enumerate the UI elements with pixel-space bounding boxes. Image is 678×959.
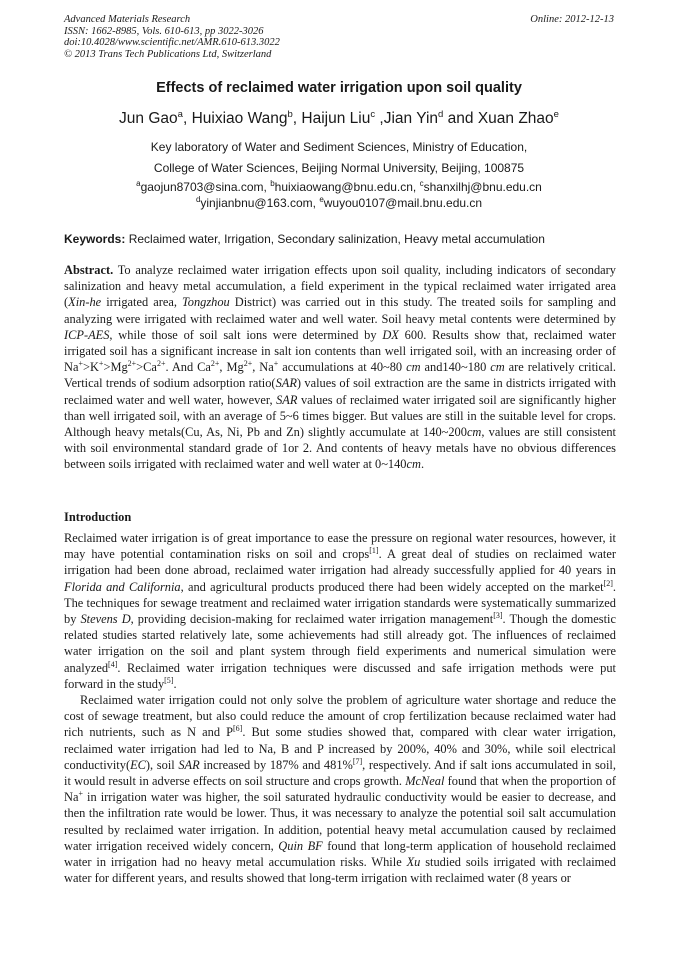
keywords-label: Keywords: [64,232,126,246]
author-name: Xuan Zhao [477,110,554,127]
author-email: shanxilhj@bnu.edu.cn [423,180,542,194]
author-affiliation-mark: a [177,109,183,120]
author-affiliation-mark: b [287,109,293,120]
author-affiliation-mark: d [438,109,444,120]
citation: [2] [603,578,613,588]
journal-name: Advanced Materials Research [64,14,191,25]
author-name: Jun Gao [119,110,178,127]
doi-line: doi:10.4028/www.scientific.net/AMR.610-613.3022 [64,37,280,48]
abstract: Abstract. To analyze reclaimed water irrigation effects upon soil quality, including indicators of secondary salinization and heavy metal accumulation, a field experiment in the typical reclaimed water irrigated area (Xin-he irrigated area, Tongzhou District) was carried out in this study. The treated soils for sampling and analyzing were irrigated with reclaimed water and well water. Soil heavy metal contents were determined by ICP-AES, while those of soil salt ions were determined by DX 600. Results show that, reclaimed water irrigated soil has a significant increase in salt ion contents than well irrigated soil, with an increasing order of $Na^+>K^+>Mg^{2+}>Ca^{2+}$. And $Ca^{2+}$, $Mg^{2+}$, Na+ accumulations at 40~80 cm and140~180 cm are relatively critical. Vertical trends of sodium adsorption ratio(SAR) values of soil extraction are the same in districts irrigated with reclaimed water and well water, however, SAR values of reclaimed water irrigated soil are significantly higher than well irrigated soil, with an average of 5~6 times bigger. But values are still in the suitable level for crops. Although heavy metals(Cu, As, Ni, Pb and Zn) slightly accumulate at 140~200cm, values are still consistent with soil environmental standard grade of 1or 2. And contents of heavy metals have no obvious differences between soils irrigated with reclaimed water and well water at 0~140cm. [64,263,617,472]
citation: [1] [369,546,379,556]
author-name: Jian Yin [383,110,439,127]
author-name: Haijun Liu [301,110,371,127]
email-line: $^d$yinjianbnu@163.com, $^e$wuyou0107@mail.bnu.edu.cn [195,195,483,210]
author-email: yinjianbnu@163.com [200,196,313,210]
citation: [3] [493,611,503,621]
citation: [4] [108,659,118,669]
citation: [5] [164,675,174,685]
affiliation-line: Key laboratory of Water and Sediment Sciences, Ministry of Education, [150,140,528,154]
author-affiliation-mark: e [553,109,559,120]
author-name: Huixiao Wang [191,110,288,127]
abstract-label: Abstract. [64,263,114,277]
paper-title: Effects of reclaimed water irrigation upon soil quality [156,80,522,96]
copyright-line: © 2013 Trans Tech Publications Ltd, Switzerland [64,48,272,60]
author-affiliation-mark: c [370,109,376,120]
paragraph: Reclaimed water irrigation is of great importance to ease the pressure on regional water resources, however, it may have potential contamination risks on soil and crops[1]. A great deal of studies on reclaimed water irrigation had been done abroad, reclaimed water irrigation had already successfully applied for 40 years in Florida and California, and agricultural products produced there had been widely accepted on the market[2]. The techniques for sewage treatment and reclaimed water irrigation standards were systematically summarized by Stevens D, providing decision-making for reclaimed water irrigation management[3]. Though the domestic related studies started relatively late, some achievements had still already got. The influences of reclaimed water irrigation on the soil and plant system through field experiments and numerical simulation were analyzed[4]. Reclaimed water irrigation techniques were discussed and safe irrigation methods were put forward in the study[5]. [64,531,617,691]
paragraph: Reclaimed water irrigation could not only solve the problem of agriculture water shortage and reduce the cost of sewage treatment, but also could reduce the amount of crop fertilization because reclaimed water had rich nutrients, such as N and P[6]. But some studies showed that, compared with clear water irrigation, reclaimed water irrigation had led to Na, B and P increased by 200%, 40% and 30%, while soil electrical conductivity(EC), soil SAR increased by 187% and 481%[7], respectively. And if salt ions accumulated in soil, it would result in adverse effects on soil structure and crops growth. McNeal found that when the proportion of Na+ in irrigation water was higher, the soil saturated hydraulic conductivity would be easier to decrease, and then the infiltration rate would be lower. Thus, it was necessary to analyze the potential soil salt accumulation resulted by reclaimed water irrigation. In addition, potential heavy metal accumulation caused by reclaimed water irrigation received widely concern, Quin BF found that long-term application of household reclaimed water in irrigation had no heavy metal accumulation risks. While Xu studied soils irrigated with reclaimed water for different years, and results showed that long-term irrigation with reclaimed water (8 years or [64,693,616,886]
citation: [6] [233,724,243,734]
introduction-body [64,530,616,886]
section-heading-introduction: Introduction [64,510,132,524]
email-line: $^a$gaojun8703@sina.com, $^b$huixiaowang@bnu.edu.cn, $^c$shanxilhj@bnu.edu.cn [136,179,542,194]
journal-header [64,14,280,60]
author-email: wuyou0107@mail.bnu.edu.cn [323,196,483,210]
keywords [64,232,616,246]
author-email: huixiaowang@bnu.edu.cn [274,180,413,194]
author-list: Jun Gao$^a$, Huixiao Wang$^b$, Haijun Liu$^c$ ,Jian Yin$^d$ and Xuan Zhao$^e$ [119,109,559,127]
author-email: gaojun8703@sina.com [140,180,264,194]
keywords-text: Reclaimed water, Irrigation, Secondary salinization, Heavy metal accumulation [128,232,545,246]
affiliation-line: College of Water Sciences, Beijing Normal University, Beijing, 100875 [153,161,525,175]
online-date: Online: 2012-12-13 [530,14,614,25]
citation: [7] [352,756,363,766]
issn-line: ISSN: 1662-8985, Vols. 610-613, pp 3022-3026 [64,25,264,37]
